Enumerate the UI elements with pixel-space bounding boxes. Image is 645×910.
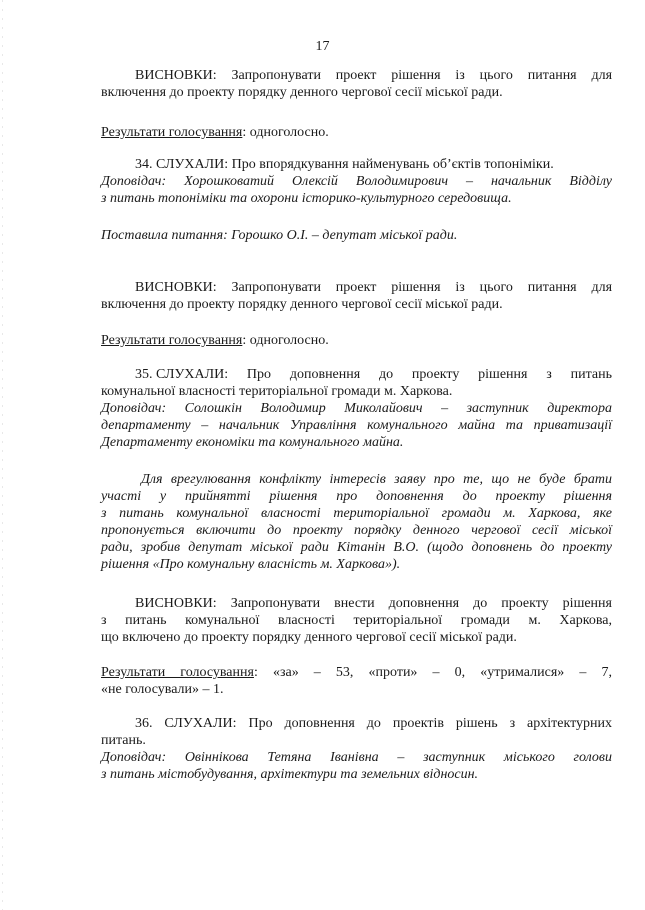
vote-result-2 [101, 332, 612, 349]
conflict-of-interest-note: Для врегулювання конфлікту інтересів заяву про те, що не буде брати участі у прийнятті рішення про доповнення до проекту рішення з питань комунальної власності територіальної громади м. Харкова, яке пропонується включити до проекту порядку денного чергової сесії міської ради, зробив депутат міської ради Кітанін В.О. (щодо доповнень до проекту рішення «Про комунальну власність м. Харкова»). [101, 472, 612, 572]
conclusion-2-line-1: ВИСНОВКИ: Запропонувати проект рішення із цього питання для [135, 280, 613, 295]
item-35-speaker-line-1: Доповідач: Солошкін Володимир Миколайович – заступник директора [101, 401, 612, 416]
item-35-speaker-line-2: департаменту – начальник Управління комунального майна та приватизації [101, 418, 612, 433]
item-35-heard-line-2: комунальної власності територіальної громади м. Харкова. [101, 384, 453, 399]
conclusion-label: ВИСНОВКИ: [135, 68, 217, 83]
conclusion-3 [101, 595, 612, 646]
page-number: 17 [315, 39, 330, 54]
heard-label: 36. СЛУХАЛИ: [135, 716, 237, 731]
item-35-speaker-line-3: Департаменту економіки та комунального майна. [101, 435, 404, 450]
scan-edge-marks [2, 0, 3, 910]
vote-label: Результати голосування [101, 665, 254, 680]
item-36-speaker-line-2: з питань містобудування, архітектури та земельних відносин. [101, 767, 479, 782]
item-34-heard: 34. СЛУХАЛИ: Про впорядкування найменувань об’єктів топоніміки. [135, 157, 554, 172]
conclusion-label: ВИСНОВКИ: [135, 596, 217, 611]
conclusion-2-line-2: включення до проекту порядку денного чергової сесії міської ради. [101, 297, 503, 312]
item-35-heard-line-1: 35. СЛУХАЛИ: Про доповнення до проекту рішення з питань [135, 367, 612, 382]
conclusion-1-line-1: ВИСНОВКИ: Запропонувати проект рішення із цього питання для [135, 68, 613, 83]
item-34-raised-by: Поставила питання: Горошко О.І. – депутат міської ради. [101, 228, 458, 243]
conclusion-1-line-2: включення до проекту порядку денного чергової сесії міської ради. [101, 85, 503, 100]
item-36 [101, 715, 612, 783]
vote-text: : одноголосно. [242, 333, 329, 348]
item-36-speaker-line-1: Доповідач: Овіннікова Тетяна Іванівна – заступник міського голови [101, 750, 612, 765]
vote-result-3 [101, 664, 612, 698]
vote-result-1 [101, 124, 612, 141]
heard-label: 34. СЛУХАЛИ: [135, 157, 229, 172]
conclusion-3-line-2: з питань комунальної власності територіальної громади м. Харкова, [101, 613, 612, 628]
item-35 [101, 366, 612, 451]
conclusion-3-line-3: що включено до проекту порядку денного чергової сесії міської ради. [101, 630, 517, 645]
conclusion-label: ВИСНОВКИ: [135, 280, 217, 295]
vote-3-line-2: «не голосували» – 1. [101, 682, 224, 697]
item-34 [101, 156, 612, 207]
heard-label: 35. СЛУХАЛИ: [135, 367, 229, 382]
conclusion-2 [101, 279, 612, 313]
conclusion-3-line-1: ВИСНОВКИ: Запропонувати внести доповнення до проекту рішення [135, 596, 612, 611]
conclusion-1 [101, 67, 612, 101]
vote-label: Результати голосування [101, 125, 243, 140]
vote-3-line-1: Результати голосування: «за» – 53, «проти» – 0, «утрималися» – 7, [101, 665, 612, 680]
item-34-speaker-line-1: Доповідач: Хорошковатий Олексій Володимирович – начальник Відділу [101, 174, 612, 189]
vote-text: : одноголосно. [242, 125, 329, 140]
item-36-heard-line-1: 36. СЛУХАЛИ: Про доповнення до проектів рішень з архітектурних [135, 716, 613, 731]
vote-label: Результати голосування [101, 333, 243, 348]
item-34-speaker-line-2: з питань топоніміки та охорони історико-культурного середовища. [101, 191, 512, 206]
item-36-heard-line-2: питань. [101, 733, 146, 748]
